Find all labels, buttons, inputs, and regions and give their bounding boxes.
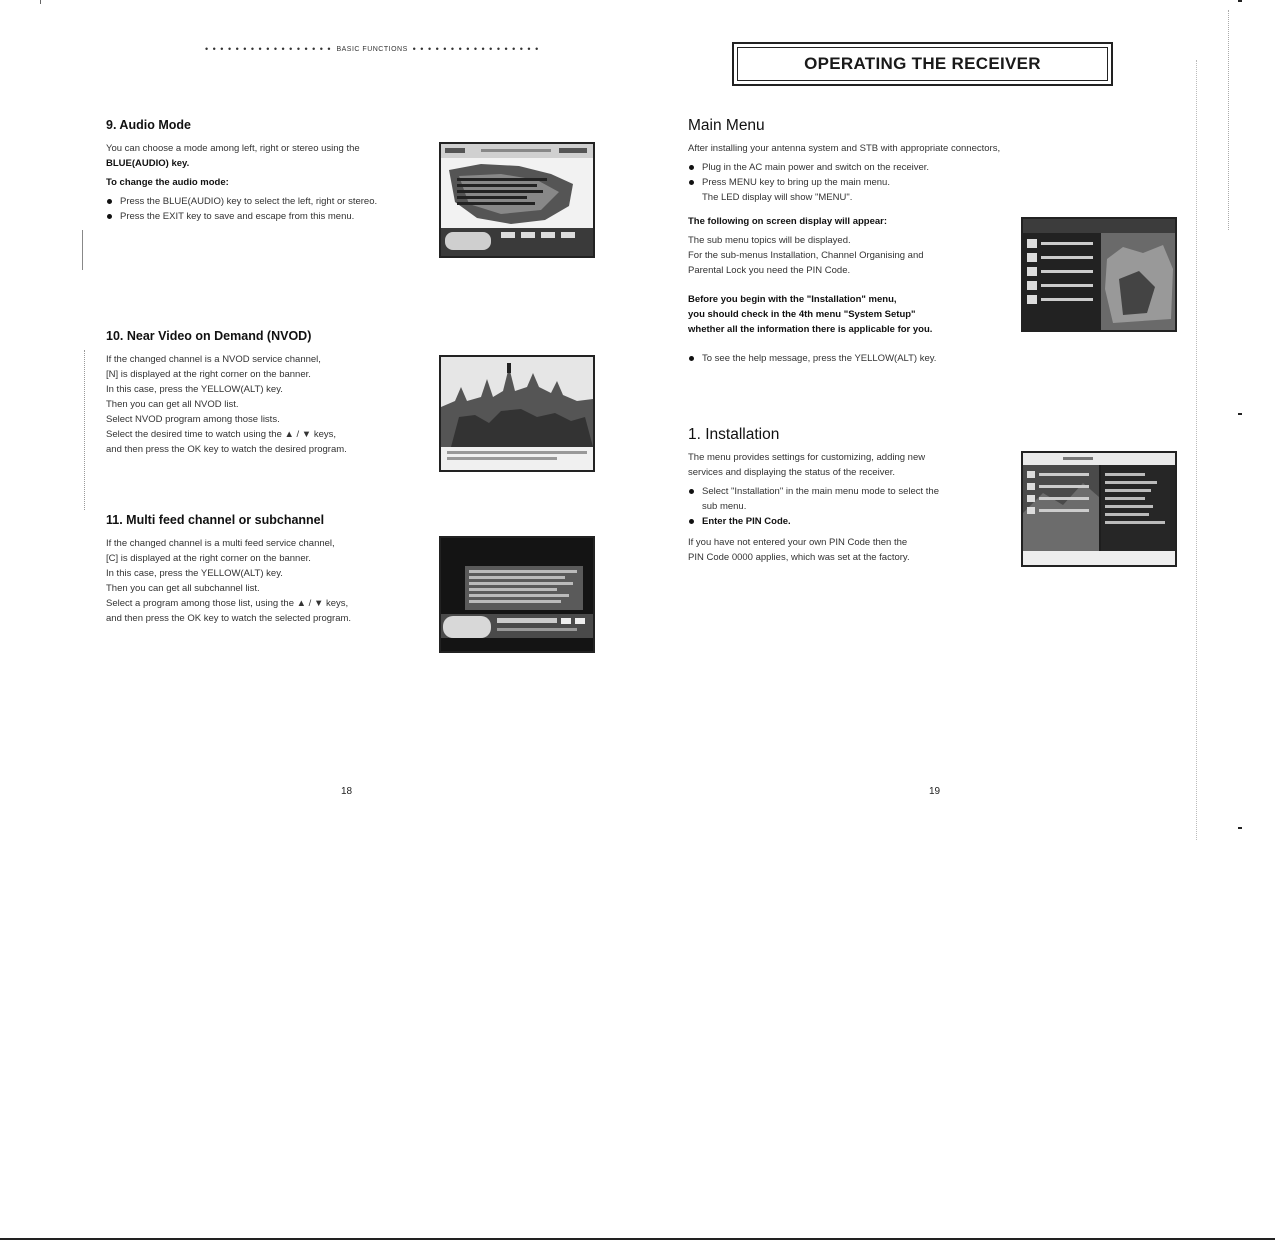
nvod-line: [N] is displayed at the right corner on the banner. <box>106 369 311 380</box>
multifeed-body <box>106 536 426 626</box>
help-bullet: To see the help message, press the YELLOW(ALT) key. <box>688 351 1008 366</box>
multifeed-line: Select a program among those list, using the ▲ / ▼ keys, <box>106 598 349 609</box>
scan-mark <box>1204 10 1229 230</box>
tv-screen-map-image <box>441 144 593 256</box>
audio-mode-intro-line: BLUE(AUDIO) key. <box>106 158 190 169</box>
chapter-title: OPERATING THE RECEIVER <box>737 47 1108 81</box>
warning-line: you should check in the 4th menu "System Setup" <box>688 309 916 320</box>
section-heading-multifeed: 11. Multi feed channel or subchannel <box>106 513 325 527</box>
pin-line: If you have not entered your own PIN Code then the <box>688 537 908 548</box>
multifeed-line: Then you can get all subchannel list. <box>106 583 260 594</box>
audio-mode-bullet: Press the EXIT key to save and escape from this menu. <box>106 209 426 224</box>
display-line: Parental Lock you need the PIN Code. <box>688 265 851 276</box>
scan-mark <box>1196 60 1198 840</box>
scan-mark <box>1238 827 1242 829</box>
nvod-line: Select the desired time to watch using the ▲ / ▼ keys, <box>106 429 337 440</box>
chapter-title-box <box>732 42 1113 86</box>
audio-mode-body <box>106 141 426 224</box>
installation-screenshot <box>1021 451 1177 567</box>
section-heading-nvod: 10. Near Video on Demand (NVOD) <box>106 329 312 343</box>
main-menu-intro-block <box>688 141 1058 205</box>
scan-mark <box>82 230 83 270</box>
main-menu-bullet: Plug in the AC main power and switch on the receiver. <box>688 160 1058 175</box>
main-menu-intro: After installing your antenna system and STB with appropriate connectors, <box>688 143 1001 154</box>
scan-mark <box>1238 413 1242 415</box>
main-menu-bullet: Press MENU key to bring up the main menu. <box>688 175 1058 190</box>
installation-body <box>688 450 1008 565</box>
audio-mode-screenshot <box>439 142 595 258</box>
scan-mark <box>40 0 41 4</box>
multifeed-line: If the changed channel is a multi feed service channel, <box>106 538 335 549</box>
nvod-line: If the changed channel is a NVOD service channel, <box>106 354 321 365</box>
installation-bullet: Enter the PIN Code. <box>688 514 1008 529</box>
section-heading-audio-mode: 9. Audio Mode <box>106 118 191 132</box>
pin-line: PIN Code 0000 applies, which was set at the factory. <box>688 552 910 563</box>
main-menu-display-block <box>688 214 1008 366</box>
installation-bullet: Select "Installation" in the main menu mode to select the <box>688 484 1008 499</box>
nvod-line: Select NVOD program among those lists. <box>106 414 280 425</box>
page-number-left: 18 <box>341 786 353 797</box>
tv-screen-subchannel-list <box>441 538 593 651</box>
display-heading: The following on screen display will appear: <box>688 216 888 227</box>
tv-screen-main-menu <box>1023 219 1175 330</box>
scan-mark <box>84 350 86 510</box>
multifeed-line: In this case, press the YELLOW(ALT) key. <box>106 568 283 579</box>
multifeed-line: [C] is displayed at the right corner on the banner. <box>106 553 311 564</box>
scan-mark <box>1238 0 1242 2</box>
nvod-line: Then you can get all NVOD list. <box>106 399 239 410</box>
warning-line: whether all the information there is applicable for you. <box>688 324 933 335</box>
nvod-body <box>106 352 426 457</box>
display-line: The sub menu topics will be displayed. <box>688 235 851 246</box>
led-display-line: The LED display will show "MENU". <box>702 192 853 203</box>
section-heading-installation: 1. Installation <box>688 426 780 443</box>
running-header-label: BASIC FUNCTIONS <box>336 45 408 53</box>
main-menu-screenshot <box>1021 217 1177 332</box>
warning-line: Before you begin with the "Installation" menu, <box>688 294 897 305</box>
installation-bullet-continuation: sub menu. <box>702 501 747 512</box>
audio-mode-bullet: Press the BLUE(AUDIO) key to select the left, right or stereo. <box>106 194 426 209</box>
nvod-line: In this case, press the YELLOW(ALT) key. <box>106 384 283 395</box>
page-number-right: 19 <box>929 786 941 797</box>
running-header: • • • • • • • • • • • • • • • • • BASIC FUNCTIONS • • • • • • • • • • • • • • • • • <box>205 44 540 54</box>
nvod-line: and then press the OK key to watch the desired program. <box>106 444 347 455</box>
multifeed-line: and then press the OK key to watch the selected program. <box>106 613 352 624</box>
nvod-screenshot <box>439 355 595 472</box>
installation-intro-line: The menu provides settings for customizing, adding new <box>688 452 926 463</box>
multifeed-screenshot <box>439 536 595 653</box>
audio-mode-sub-heading: To change the audio mode: <box>106 177 229 188</box>
audio-mode-intro-line: You can choose a mode among left, right or stereo using the <box>106 143 360 154</box>
tv-screen-castle-image <box>441 357 593 470</box>
tv-screen-installation-menu <box>1023 453 1175 565</box>
section-heading-main-menu: Main Menu <box>688 117 765 134</box>
installation-intro-line: services and displaying the status of the receiver. <box>688 467 896 478</box>
page-bottom-rule <box>0 1238 1275 1240</box>
display-line: For the sub-menus Installation, Channel Organising and <box>688 250 924 261</box>
